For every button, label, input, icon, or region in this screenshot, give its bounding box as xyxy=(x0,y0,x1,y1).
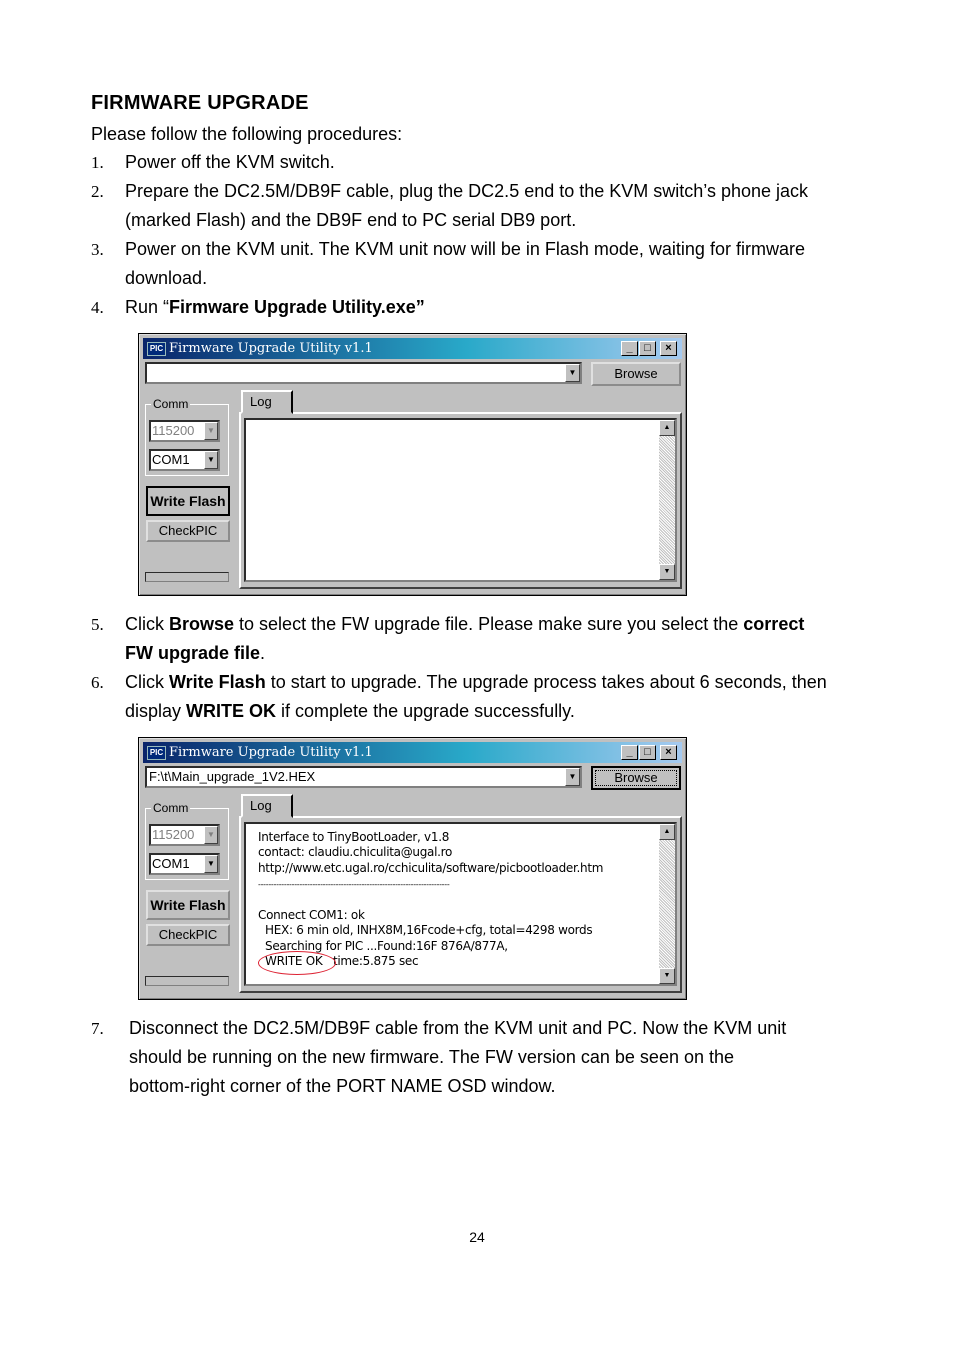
com-port-select[interactable] xyxy=(149,449,220,471)
window-title: Firmware Upgrade Utility v1.1 xyxy=(169,341,373,356)
file-path-combo[interactable] xyxy=(145,362,582,384)
minimize-icon[interactable]: _ xyxy=(621,341,638,356)
write-flash-button[interactable] xyxy=(146,890,230,920)
browse-label: Browse xyxy=(614,770,658,785)
checkpic-label: CheckPIC xyxy=(158,523,218,538)
file-path-value: F:\t\Main_upgrade_1V2.HEX xyxy=(149,769,316,784)
scroll-up-icon[interactable]: ▲ xyxy=(659,420,675,436)
step-text: Disconnect the DC2.5M/DB9F cable from the KVM unit and PC. Now the KVM unit should be running on the new firmware. The FW version can be seen on the bottom-right corner of the PORT NAME OSD window. xyxy=(129,1018,787,1096)
firmware-utility-window-complete xyxy=(138,737,687,1000)
maximize-icon[interactable]: □ xyxy=(639,341,656,356)
browse-button[interactable] xyxy=(591,766,681,790)
port-value: COM1 xyxy=(152,452,190,467)
firmware-utility-window-initial xyxy=(138,333,687,596)
comm-label: Comm xyxy=(153,397,189,411)
title-bar[interactable] xyxy=(143,338,682,359)
chevron-down-icon: ▼ xyxy=(204,826,218,844)
tab-log-label: Log xyxy=(250,394,272,409)
progress-bar xyxy=(145,976,229,986)
maximize-icon[interactable]: □ xyxy=(639,745,656,760)
checkpic-label: CheckPIC xyxy=(158,927,218,942)
step-number: 2. xyxy=(91,182,104,201)
minimize-icon[interactable]: _ xyxy=(621,745,638,760)
step-number: 1. xyxy=(91,153,104,172)
progress-bar xyxy=(145,572,229,582)
com-port-select[interactable] xyxy=(149,853,220,875)
write-ok-highlight-circle xyxy=(258,951,336,975)
baud-value: 115200 xyxy=(152,827,195,842)
baud-rate-select xyxy=(149,824,220,846)
step-number: 3. xyxy=(91,240,104,259)
log-lines: Interface to TinyBootLoader, v1.8 contact: claudiu.chiculita@ugal.ro http://www.etc.ugal.ro/cchiculita/software/picbootloader.htm -------------------------------------------------------------------------- Connect COM1: ok HEX: 6 min old, INHX8M,16Fcode+cfg, total=4298 words Searching for PIC ...Found:16F 876A/877A, WRITE OK time:5.875 sec xyxy=(258,830,604,969)
file-path-combo[interactable] xyxy=(145,766,582,788)
write-flash-button[interactable] xyxy=(146,486,230,516)
scroll-down-icon[interactable]: ▼ xyxy=(659,968,675,984)
close-icon[interactable]: × xyxy=(660,745,677,760)
browse-button[interactable] xyxy=(591,362,681,386)
step-number: 7. xyxy=(91,1019,104,1038)
step-text: Prepare the DC2.5M/DB9F cable, plug the DC2.5 end to the KVM switch’s phone jack (marked Flash) and the DB9F end to PC serial DB9 port. xyxy=(125,181,809,230)
step-number: 5. xyxy=(91,615,104,634)
step-text: Run “Firmware Upgrade Utility.exe” xyxy=(125,297,425,317)
title-bar[interactable] xyxy=(143,742,682,763)
port-value: COM1 xyxy=(152,856,190,871)
vertical-scrollbar[interactable] xyxy=(659,420,675,580)
section-heading: FIRMWARE UPGRADE xyxy=(91,92,309,114)
write-flash-label: Write Flash xyxy=(150,897,226,913)
scroll-down-icon[interactable]: ▼ xyxy=(659,564,675,580)
chevron-down-icon[interactable]: ▼ xyxy=(565,768,580,786)
log-textarea[interactable] xyxy=(244,418,677,582)
page-number: 24 xyxy=(469,1229,485,1245)
scroll-up-icon[interactable]: ▲ xyxy=(659,824,675,840)
browse-label: Browse xyxy=(614,366,658,381)
baud-rate-select xyxy=(149,420,220,442)
tab-log[interactable] xyxy=(241,390,293,414)
chevron-down-icon[interactable]: ▼ xyxy=(204,451,218,469)
step-text: Power off the KVM switch. xyxy=(125,152,335,172)
tab-log-label: Log xyxy=(250,798,272,813)
log-textarea[interactable] xyxy=(244,822,677,986)
checkpic-button[interactable] xyxy=(146,520,230,542)
tab-log[interactable] xyxy=(241,794,293,818)
app-icon: PIC xyxy=(147,746,166,760)
intro-text: Please follow the following procedures: xyxy=(91,124,403,144)
step-number: 4. xyxy=(91,298,104,317)
app-icon: PIC xyxy=(147,342,166,356)
step-text: Power on the KVM unit. The KVM unit now will be in Flash mode, waiting for firmware download. xyxy=(125,239,805,288)
comm-label: Comm xyxy=(153,801,189,815)
chevron-down-icon: ▼ xyxy=(204,422,218,440)
chevron-down-icon[interactable]: ▼ xyxy=(565,364,580,382)
chevron-down-icon[interactable]: ▼ xyxy=(204,855,218,873)
step-number: 6. xyxy=(91,673,104,692)
vertical-scrollbar[interactable] xyxy=(659,824,675,984)
step-text: Click Write Flash to start to upgrade. The upgrade process takes about 6 seconds, then display WRITE OK if complete the upgrade successfully. xyxy=(125,672,827,721)
checkpic-button[interactable] xyxy=(146,924,230,946)
step-text: Click Browse to select the FW upgrade file. Please make sure you select the correct FW upgrade file. xyxy=(125,614,805,663)
close-icon[interactable]: × xyxy=(660,341,677,356)
baud-value: 115200 xyxy=(152,423,195,438)
write-flash-label: Write Flash xyxy=(150,493,226,509)
window-title: Firmware Upgrade Utility v1.1 xyxy=(169,745,373,760)
